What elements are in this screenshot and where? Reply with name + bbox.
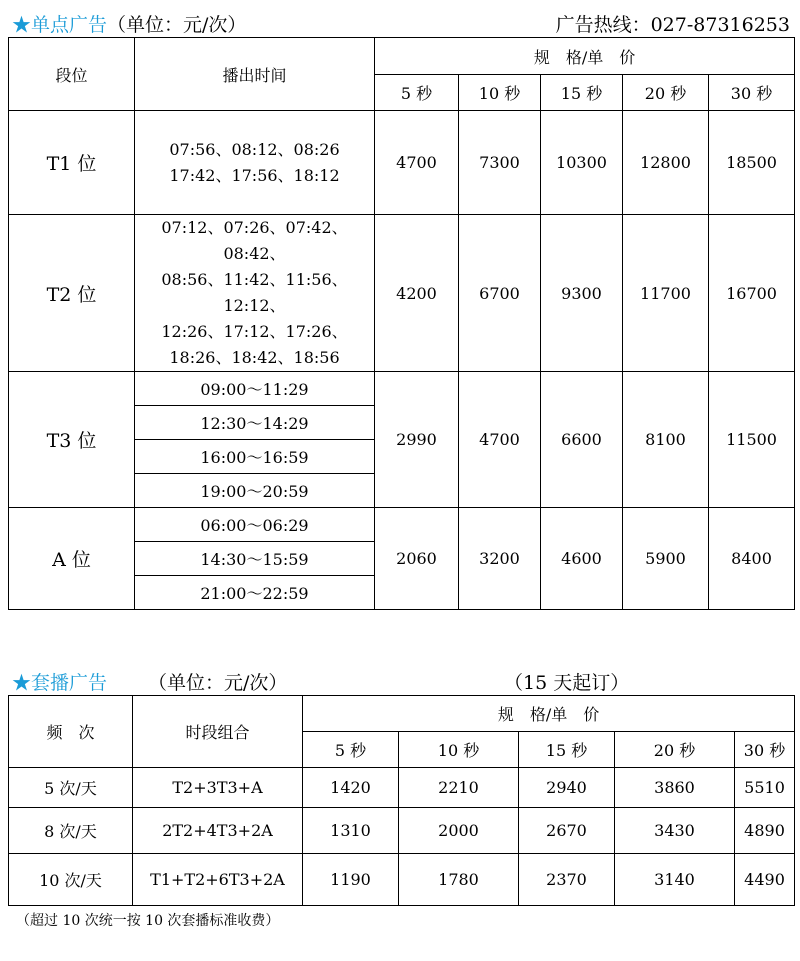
- single-ad-table: [8, 37, 795, 610]
- price-cell: 4600: [541, 508, 623, 610]
- air-time-line: 07:12、07:26、07:42、08:42、: [161, 218, 348, 263]
- single-ad-unit: （单位：元/次）: [107, 14, 247, 36]
- header-duration: 5 秒: [375, 75, 459, 111]
- table-row: [9, 768, 795, 808]
- air-time-slot: 06:00～06:29: [135, 508, 375, 542]
- price-cell: 4490: [735, 854, 795, 906]
- price-cell: 3860: [615, 768, 735, 808]
- price-cell: 16700: [709, 215, 795, 372]
- price-cell: 4200: [375, 215, 459, 372]
- price-cell: 11500: [709, 372, 795, 508]
- price-cell: 2990: [375, 372, 459, 508]
- package-ad-unit: （单位：元/次）: [148, 672, 288, 694]
- air-time-line: 18:26、18:42、18:56: [169, 348, 340, 367]
- header-duration: 30 秒: [709, 75, 795, 111]
- header-segment: 段位: [9, 38, 135, 111]
- air-times: [135, 111, 375, 215]
- price-cell: 2940: [519, 768, 615, 808]
- frequency-cell: 5 次/天: [9, 768, 133, 808]
- air-times: [135, 215, 375, 372]
- price-cell: 2210: [399, 768, 519, 808]
- header-duration: 10 秒: [459, 75, 541, 111]
- air-time-slot: 12:30～14:29: [135, 406, 375, 440]
- table-row: [9, 111, 795, 215]
- table-row: [9, 808, 795, 854]
- price-cell: 10300: [541, 111, 623, 215]
- header-duration: 10 秒: [399, 732, 519, 768]
- price-cell: 2060: [375, 508, 459, 610]
- price-cell: 6600: [541, 372, 623, 508]
- package-ad-heading: [12, 668, 107, 695]
- package-ad-title: ★套播广告: [12, 672, 108, 694]
- price-cell: 3140: [615, 854, 735, 906]
- price-cell: 1420: [303, 768, 399, 808]
- price-cell: 3430: [615, 808, 735, 854]
- air-time-line: 08:56、11:42、11:56、12:12、: [161, 270, 348, 315]
- header-frequency: 频 次: [9, 696, 133, 768]
- air-time-slot: 21:00～22:59: [135, 576, 375, 610]
- table-row: [9, 215, 795, 372]
- frequency-cell: 10 次/天: [9, 854, 133, 906]
- price-cell: 4700: [375, 111, 459, 215]
- price-cell: 8100: [623, 372, 709, 508]
- header-duration: 15 秒: [541, 75, 623, 111]
- air-time-slot: 09:00～11:29: [135, 372, 375, 406]
- price-cell: 4700: [459, 372, 541, 508]
- price-cell: 5510: [735, 768, 795, 808]
- price-cell: 9300: [541, 215, 623, 372]
- price-cell: 1190: [303, 854, 399, 906]
- price-cell: 18500: [709, 111, 795, 215]
- header-duration: 20 秒: [615, 732, 735, 768]
- price-cell: 8400: [709, 508, 795, 610]
- price-cell: 3200: [459, 508, 541, 610]
- header-duration: 30 秒: [735, 732, 795, 768]
- price-cell: 12800: [623, 111, 709, 215]
- price-cell: 11700: [623, 215, 709, 372]
- single-ad-heading: [12, 10, 246, 37]
- air-time-slot: 19:00～20:59: [135, 474, 375, 508]
- header-spec-price: 规 格/单 价: [375, 38, 795, 75]
- price-cell: 6700: [459, 215, 541, 372]
- single-ad-title: ★单点广告: [12, 14, 108, 36]
- price-cell: 5900: [623, 508, 709, 610]
- price-cell: 2000: [399, 808, 519, 854]
- combo-cell: T2+3T3+A: [133, 768, 303, 808]
- header-duration: 15 秒: [519, 732, 615, 768]
- price-cell: 2670: [519, 808, 615, 854]
- air-time-line: 12:26、17:12、17:26、: [161, 322, 348, 341]
- header-spec-price: 规 格/单 价: [303, 696, 795, 732]
- header-combo: 时段组合: [133, 696, 303, 768]
- air-time-line: 17:42、17:56、18:12: [169, 165, 340, 185]
- table-row: [9, 508, 795, 542]
- air-time-line: 07:56、08:12、08:26: [169, 139, 340, 159]
- price-cell: 1780: [399, 854, 519, 906]
- frequency-cell: 8 次/天: [9, 808, 133, 854]
- segment-label: T2 位: [9, 215, 135, 372]
- package-ad-note: （15 天起订）: [504, 672, 630, 694]
- price-cell: 1310: [303, 808, 399, 854]
- segment-label: T3 位: [9, 372, 135, 508]
- segment-label: T1 位: [9, 111, 135, 215]
- combo-cell: T1+T2+6T3+2A: [133, 854, 303, 906]
- package-footnote: （超过 10 次统一按 10 次套播标准收费）: [16, 913, 280, 929]
- table-row: [9, 854, 795, 906]
- header-duration: 5 秒: [303, 732, 399, 768]
- air-time-slot: 14:30～15:59: [135, 542, 375, 576]
- segment-label: A 位: [9, 508, 135, 610]
- air-time-slot: 16:00～16:59: [135, 440, 375, 474]
- header-air-time: 播出时间: [135, 38, 375, 111]
- price-cell: 7300: [459, 111, 541, 215]
- table-row: [9, 372, 795, 406]
- ad-hotline: 广告热线：027-87316253: [555, 14, 790, 36]
- price-cell: 4890: [735, 808, 795, 854]
- price-cell: 2370: [519, 854, 615, 906]
- package-ad-table: [8, 695, 795, 906]
- combo-cell: 2T2+4T3+2A: [133, 808, 303, 854]
- header-duration: 20 秒: [623, 75, 709, 111]
